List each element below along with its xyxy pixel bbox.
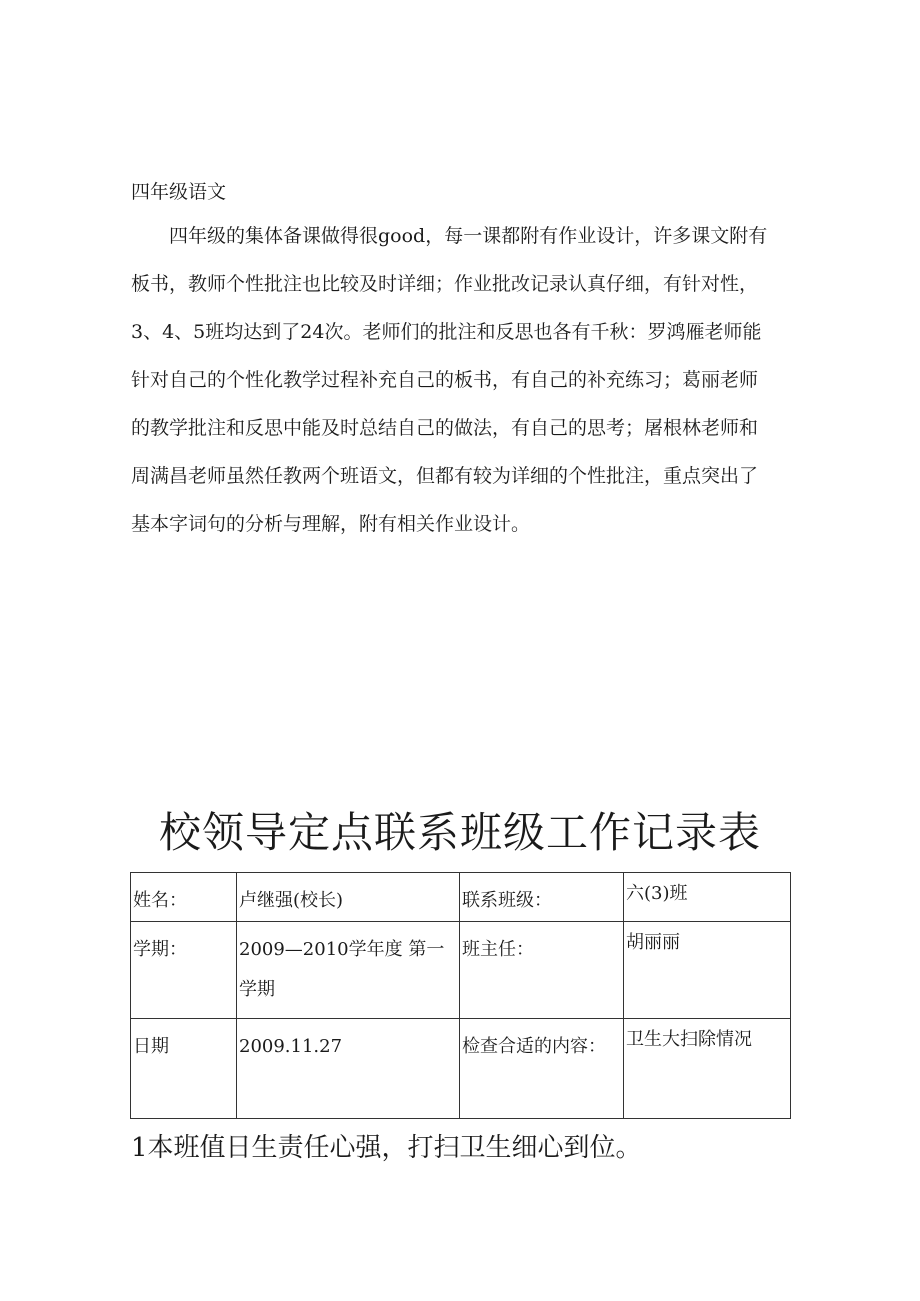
term-value: 2009—2010学年度 第一学期 [237,922,460,1019]
name-label: 姓名： [131,873,237,922]
table-row [131,922,791,1019]
teacher-value: 胡丽丽 [624,922,791,1019]
paragraph-line: 四年级的集体备课做得很good，每一课都附有作业设计，许多课文附有 [131,225,768,247]
name-value: 卢继强(校长) [237,873,460,922]
paragraph-line: 板书，教师个性批注也比较及时详细；作业批改记录认真仔细，有针对性， [131,273,759,295]
paragraph-line: 的教学批注和反思中能及时总结自己的做法，有自己的思考；屠根林老师和 [131,417,759,439]
content-value: 卫生大扫除情况 [624,1019,791,1119]
teacher-label: 班主任： [460,922,624,1019]
paragraph-line: 3、4、5班均达到了24次。老师们的批注和反思也各有千秋：罗鸿雁老师能 [131,321,762,343]
term-label: 学期： [131,922,237,1019]
date-label: 日期 [131,1019,237,1119]
record-note: 1本班值日生责任心强，打扫卫生细心到位。 [131,1133,642,1163]
content-label: 检查合适的内容： [460,1019,624,1119]
class-value: 六(3)班 [624,873,791,922]
class-label: 联系班级： [460,873,624,922]
table-row [131,873,791,922]
section-heading: 四年级语文 [131,181,227,203]
paragraph-line: 周满昌老师虽然任教两个班语文，但都有较为详细的个性批注，重点突出了 [131,465,759,487]
date-value: 2009.11.27 [237,1019,460,1119]
record-title: 校领导定点联系班级工作记录表 [158,808,761,857]
paragraph-line: 针对自己的个性化教学过程补充自己的板书，有自己的补充练习；葛丽老师 [131,369,759,391]
table-row [131,1019,791,1119]
paragraph-line: 基本字词句的分析与理解，附有相关作业设计。 [131,513,531,535]
record-table [130,872,791,1119]
